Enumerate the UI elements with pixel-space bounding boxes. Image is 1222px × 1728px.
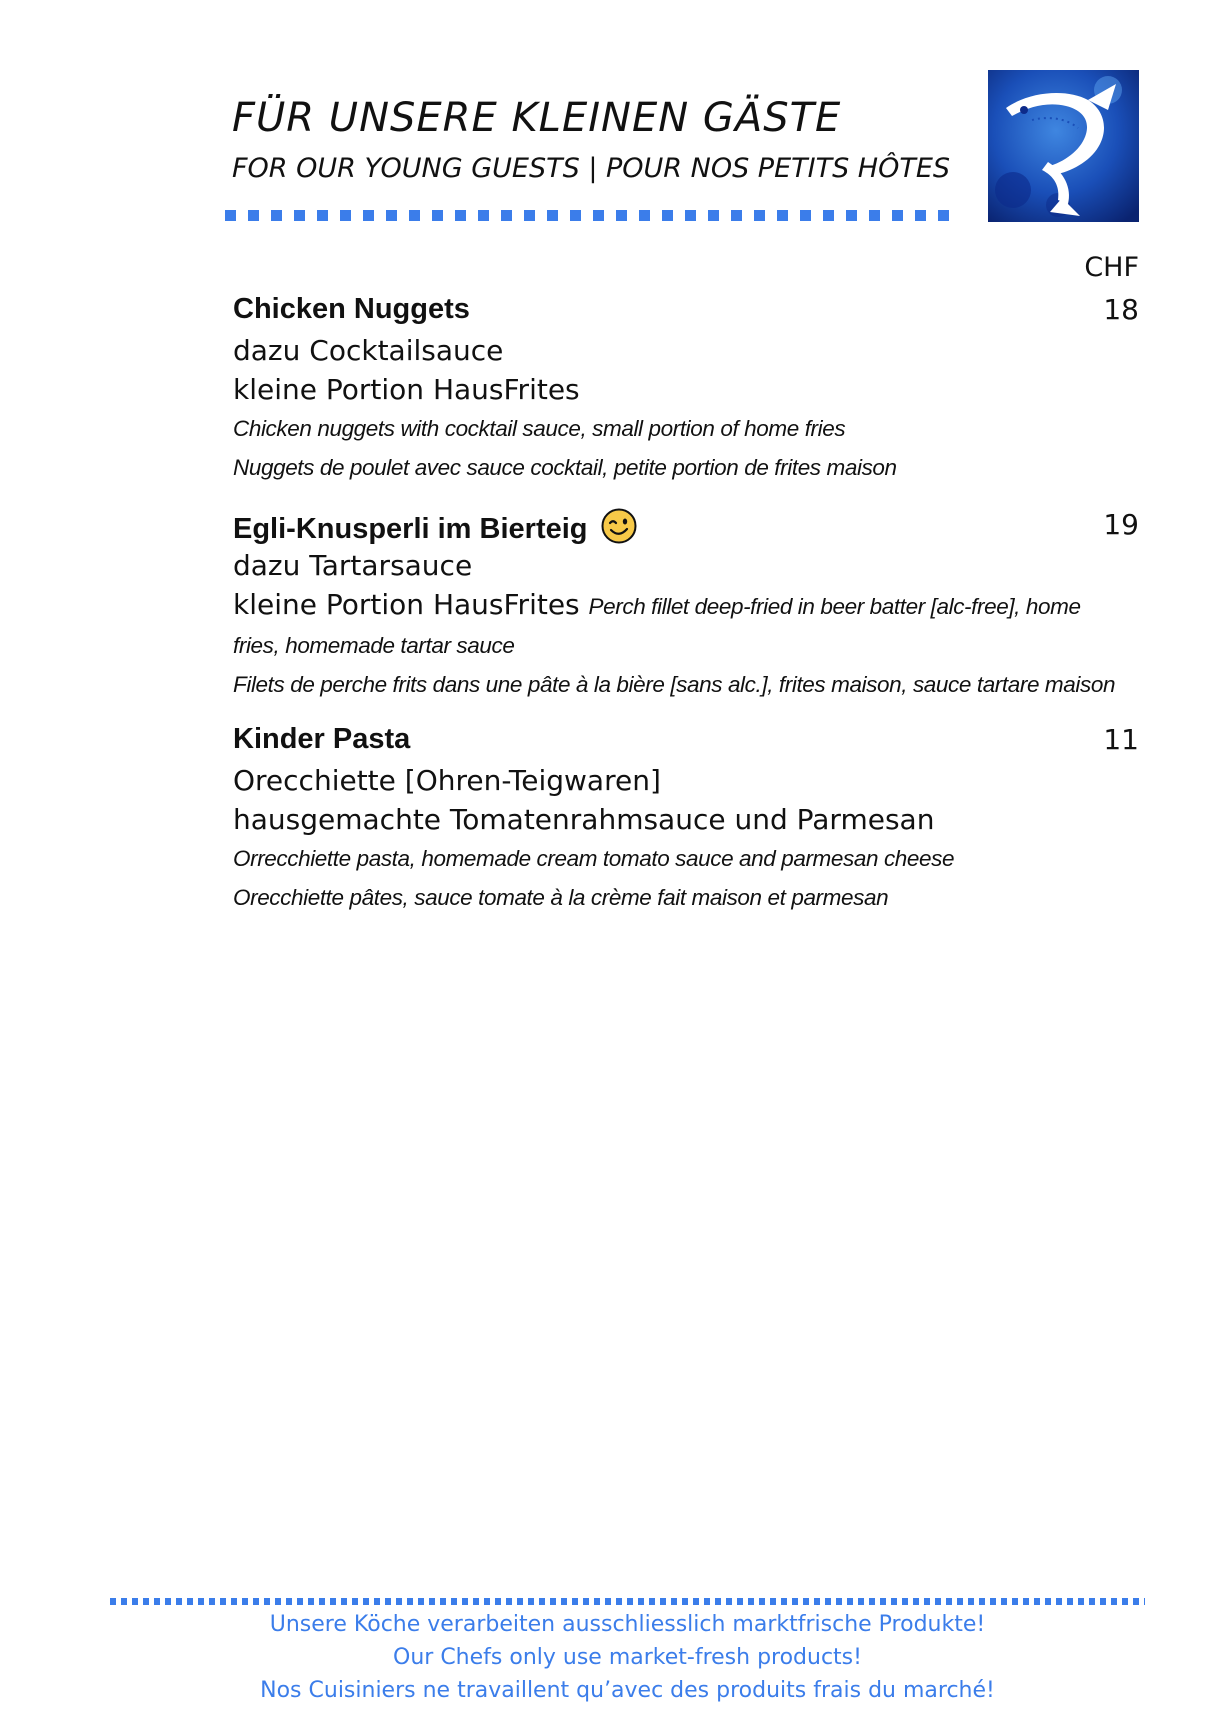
menu-item-egli-knusperli [233,508,1139,704]
footer-note-fr: Nos Cuisiniers ne travaillent qu’avec des produits frais du marché! [260,1678,995,1703]
item-description-fr: Orecchiette pâtes, sauce tomate à la crème fait maison et parmesan [233,885,889,910]
item-description-en: Chicken nuggets with cocktail sauce, small portion of home fries [233,416,846,441]
header-divider [225,210,960,221]
menu-item-kinder-pasta [233,723,1139,917]
item-description-de: Orecchiette [Ohren-Teigwaren] [233,764,661,797]
item-description-fr: Nuggets de poulet avec sauce cocktail, petite portion de frites maison [233,455,897,480]
item-description-en: Perch fillet deep-fried in beer batter [alc-free], home [588,594,1081,619]
winking-face-icon [601,508,637,544]
item-description-de: kleine Portion HausFrites [233,373,580,406]
footer-note-de: Unsere Köche verarbeiten ausschliesslich marktfrische Produkte! [269,1612,986,1637]
item-description-de: hausgemachte Tomatenrahmsauce und Parmesan [233,803,935,836]
item-name: Egli-Knusperli im Bierteig [233,513,588,545]
item-description-de: dazu Tartarsauce [233,549,473,582]
fish-logo-icon [988,70,1139,222]
item-description-en-cont: fries, homemade tartar sauce [233,633,515,658]
item-description-de: dazu Cocktailsauce [233,334,504,367]
menu-item-chicken-nuggets [233,293,1139,487]
item-description-de: kleine Portion HausFrites [233,588,580,621]
item-name: Chicken Nuggets [233,293,470,325]
currency-label: CHF [1084,252,1139,283]
footer-note-en: Our Chefs only use market-fresh products! [393,1645,862,1670]
item-description-fr: Filets de perche frits dans une pâte à la bière [sans alc.], frites maison, sauce tartare maison [233,672,1116,697]
item-description-mixed [233,585,1139,626]
footer-divider [110,1598,1145,1605]
page-title: FÜR UNSERE KLEINEN GÄSTE [232,95,842,141]
item-price: 11 [1103,723,1139,756]
item-description-en: Orrecchiette pasta, homemade cream tomato sauce and parmesan cheese [233,846,955,871]
item-price: 18 [1103,293,1139,326]
item-name: Kinder Pasta [233,723,411,755]
item-price: 19 [1103,508,1139,541]
page-subtitle: FOR OUR YOUNG GUESTS | POUR NOS PETITS HÔTES [232,153,951,184]
